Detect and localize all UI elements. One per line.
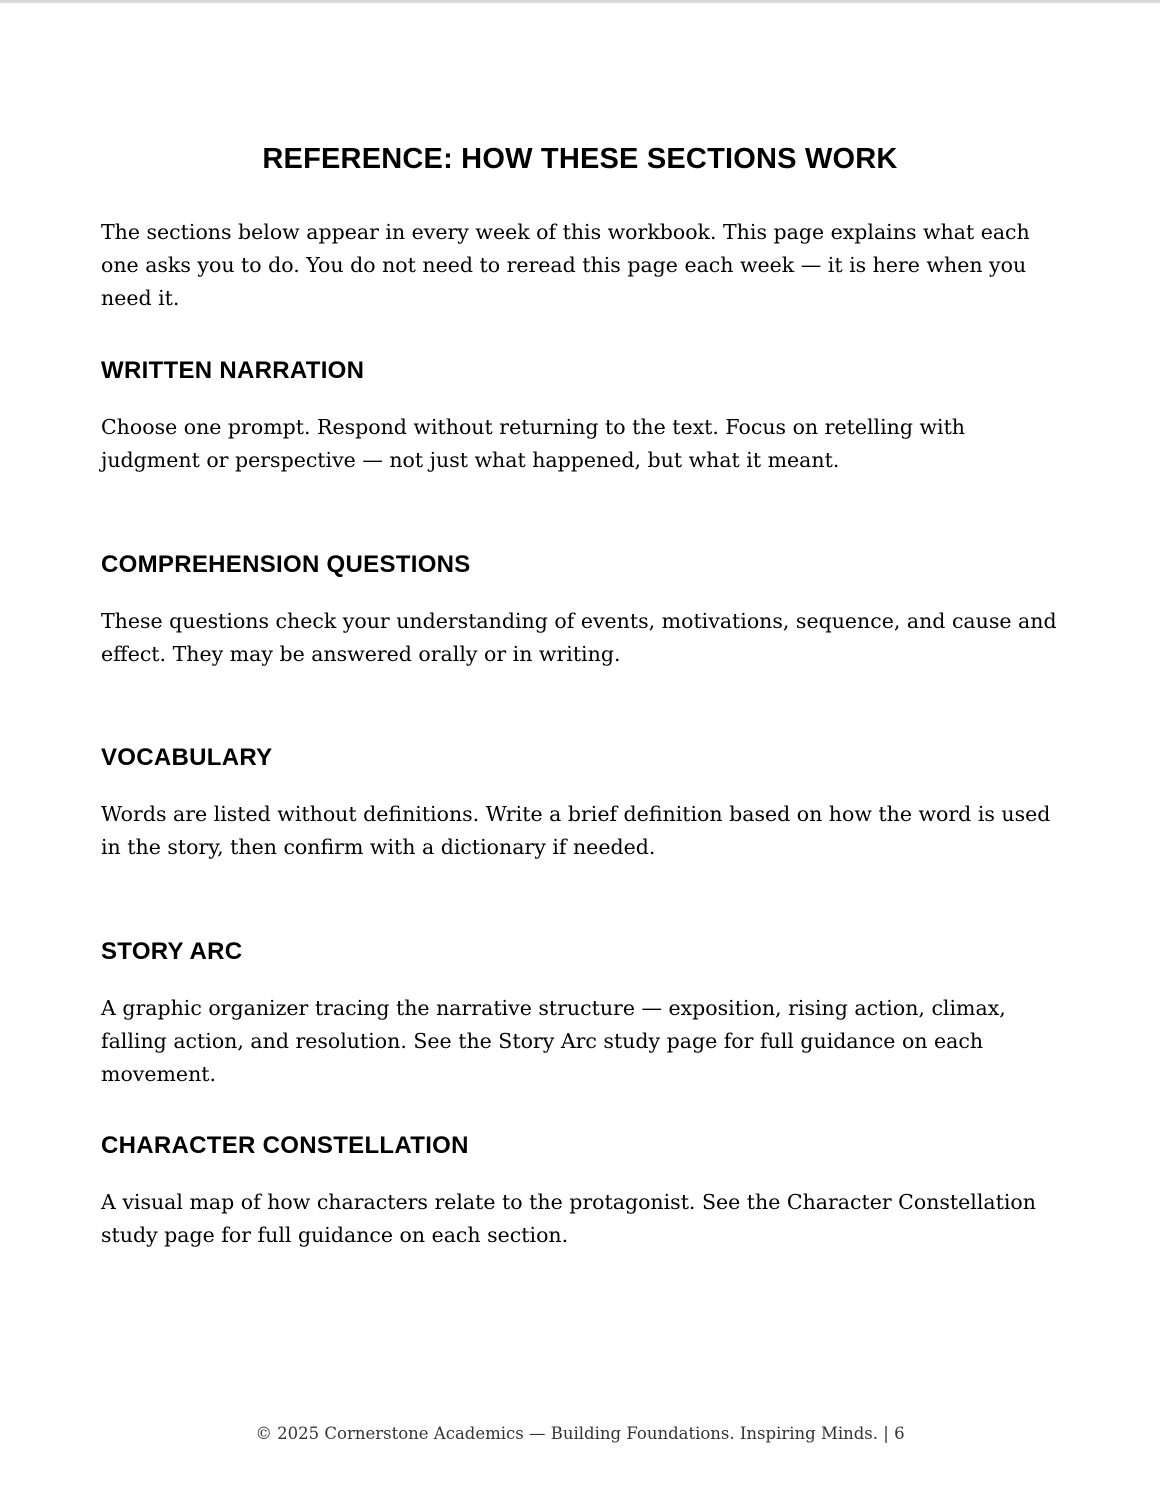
section-body-comprehension-questions: These questions check your understanding of events, motivations, sequence, and cause and effect. They may be answered orally or in writing. xyxy=(101,609,1057,666)
top-border-rule xyxy=(0,0,1160,3)
section-body-character-constellation: A visual map of how characters relate to the protagonist. See the Character Constellation study page for full guidance on each section. xyxy=(101,1190,1036,1247)
section-heading-vocabulary: VOCABULARY xyxy=(101,744,273,771)
section-heading-written-narration: WRITTEN NARRATION xyxy=(101,357,365,384)
page-footer: © 2025 Cornerstone Academics — Building Foundations. Inspiring Minds. | 6 xyxy=(255,1424,905,1443)
section-body-story-arc: A graphic organizer tracing the narrative structure — exposition, rising action, climax, falling action, and resolution. See the Story Arc study page for full guidance on each movement. xyxy=(101,996,1006,1086)
section-body-written-narration: Choose one prompt. Respond without returning to the text. Focus on retelling with judgment or perspective — not just what happened, but what it meant. xyxy=(101,415,966,472)
section-heading-story-arc: STORY ARC xyxy=(101,938,243,965)
section-heading-character-constellation: CHARACTER CONSTELLATION xyxy=(101,1132,469,1159)
intro-paragraph: The sections below appear in every week of this workbook. This page explains what each one asks you to do. You do not need to reread this page each week — it is here when you need it. xyxy=(101,220,1030,310)
page-title: REFERENCE: HOW THESE SECTIONS WORK xyxy=(262,143,898,175)
section-heading-comprehension-questions: COMPREHENSION QUESTIONS xyxy=(101,551,471,578)
section-body-vocabulary: Words are listed without definitions. Write a brief definition based on how the word is used in the story, then confirm with a dictionary if needed. xyxy=(101,802,1051,859)
